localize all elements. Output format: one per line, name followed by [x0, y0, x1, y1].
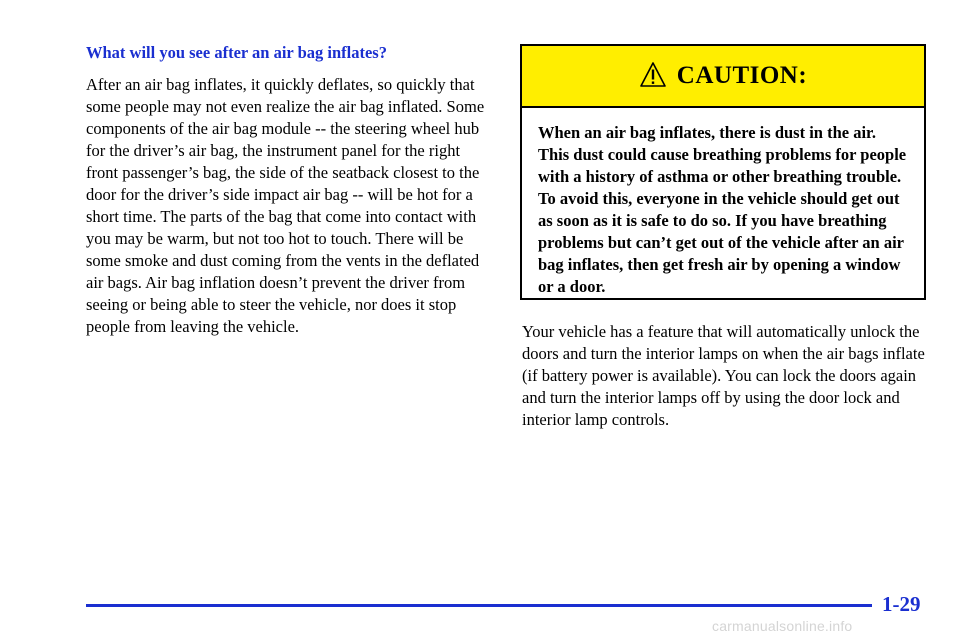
section-heading: What will you see after an air bag inflates? [86, 43, 387, 62]
caution-box [520, 44, 926, 300]
caution-header [522, 46, 924, 108]
warning-triangle-icon [639, 61, 667, 89]
auto-unlock-paragraph [522, 321, 930, 431]
watermark: carmanualsonline.info [712, 618, 853, 634]
airbag-deflation-paragraph: After an air bag inflates, it quickly deflates, so quickly that some people may not even realize the air bag inflated. Some components of the air bag module -- the steering wheel hub for the driver’s air bag, the instrument panel for the right front passenger’s bag, the side of the seatback closest to the door for the driver’s side impact air bag -- will be hot for a short time. The parts of the bag that come into contact with you may be warm, but not too hot to touch. There will be some smoke and dust coming from the vents in the deflated air bags. Air bag inflation doesn’t prevent the driver from seeing or being able to steer the vehicle, nor does it stop people from leaving the vehicle. [86, 75, 485, 336]
right-paragraph: Your vehicle has a feature that will automatically unlock the doors and turn the interior lamps on when the air bags inflate (if battery power is available). You can lock the doors again and turn the interior lamps off by using the door lock and interior lamp controls. [522, 322, 925, 429]
page-number: 1-29 [882, 592, 921, 616]
left-column [86, 42, 496, 338]
footer-rule [86, 604, 872, 607]
caution-text: When an air bag inflates, there is dust in the air. This dust could cause breathing problems for people with a history of asthma or other breathing trouble. To avoid this, everyone in the vehicle should get out as soon as it is safe to do so. If you have breathing problems but can’t get out of the vehicle after an air bag inflates, then get fresh air by opening a window or a door. [538, 123, 907, 296]
caution-title: CAUTION: [676, 62, 808, 89]
